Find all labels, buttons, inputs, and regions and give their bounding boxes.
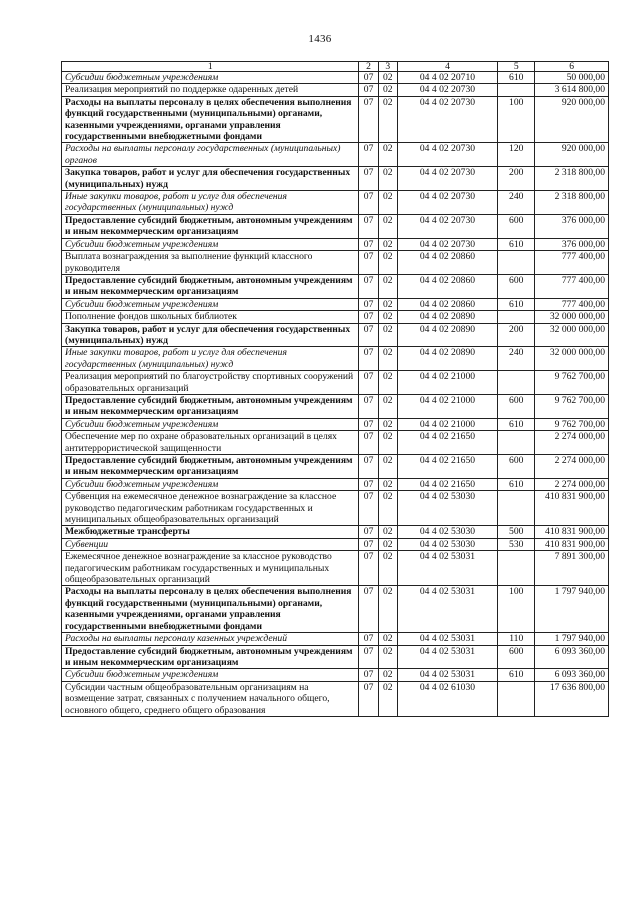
row-expense-type: 600 — [498, 214, 535, 238]
row-subsection: 02 — [378, 214, 397, 238]
table-row — [62, 143, 609, 167]
row-target-article: 04 4 02 20730 — [397, 167, 497, 191]
row-name: Субвенции — [62, 538, 359, 550]
row-subsection: 02 — [378, 669, 397, 681]
row-section: 07 — [359, 72, 378, 84]
row-expense-type: 530 — [498, 538, 535, 550]
row-amount: 32 000 000,00 — [535, 323, 609, 347]
row-section: 07 — [359, 669, 378, 681]
row-section: 07 — [359, 586, 378, 633]
row-expense-type: 240 — [498, 347, 535, 371]
row-target-article: 04 4 02 20710 — [397, 72, 497, 84]
row-target-article: 04 4 02 20860 — [397, 274, 497, 298]
row-section: 07 — [359, 191, 378, 215]
row-target-article: 04 4 02 53031 — [397, 645, 497, 669]
row-subsection: 02 — [378, 238, 397, 250]
row-subsection: 02 — [378, 645, 397, 669]
row-name: Расходы на выплаты персоналу в целях обеспечения выполнения функций государственными (муниципальными) органами, казенными учреждениями, органами управления государственными внебюджетными фондами — [62, 96, 359, 143]
row-name: Предоставление субсидий бюджетным, автономным учреждениям и иным некоммерческим организациям — [62, 214, 359, 238]
row-section: 07 — [359, 394, 378, 418]
row-subsection: 02 — [378, 84, 397, 96]
row-amount: 410 831 900,00 — [535, 538, 609, 550]
row-expense-type: 110 — [498, 633, 535, 645]
row-expense-type: 600 — [498, 274, 535, 298]
row-section: 07 — [359, 323, 378, 347]
row-target-article: 04 4 02 53030 — [397, 491, 497, 526]
row-expense-type: 200 — [498, 167, 535, 191]
table-row — [62, 586, 609, 633]
row-target-article: 04 4 02 21650 — [397, 431, 497, 455]
row-target-article: 04 4 02 20730 — [397, 238, 497, 250]
row-section: 07 — [359, 431, 378, 455]
row-amount: 777 400,00 — [535, 251, 609, 275]
row-name: Расходы на выплаты персоналу казенных учреждений — [62, 633, 359, 645]
row-amount: 6 093 360,00 — [535, 645, 609, 669]
row-target-article: 04 4 02 20730 — [397, 191, 497, 215]
row-name: Предоставление субсидий бюджетным, автономным учреждениям и иным некоммерческим организациям — [62, 455, 359, 479]
row-section: 07 — [359, 214, 378, 238]
row-name: Пополнение фондов школьных библиотек — [62, 311, 359, 323]
row-amount: 777 400,00 — [535, 274, 609, 298]
row-name: Расходы на выплаты персоналу в целях обеспечения выполнения функций государственными (муниципальными) органами, казенными учреждениями, органами управления государственными внебюджетными фондами — [62, 586, 359, 633]
row-target-article: 04 4 02 21650 — [397, 455, 497, 479]
row-target-article: 04 4 02 21650 — [397, 478, 497, 490]
row-expense-type: 200 — [498, 323, 535, 347]
row-section: 07 — [359, 84, 378, 96]
row-name: Субсидии бюджетным учреждениям — [62, 238, 359, 250]
row-section: 07 — [359, 238, 378, 250]
row-name: Закупка товаров, работ и услуг для обеспечения государственных (муниципальных) нужд — [62, 323, 359, 347]
row-subsection: 02 — [378, 394, 397, 418]
table-row — [62, 84, 609, 96]
row-target-article: 04 4 02 20860 — [397, 251, 497, 275]
row-target-article: 04 4 02 21000 — [397, 394, 497, 418]
table-row — [62, 669, 609, 681]
table-row — [62, 214, 609, 238]
table-body — [62, 72, 609, 717]
row-subsection: 02 — [378, 455, 397, 479]
row-section: 07 — [359, 455, 378, 479]
row-expense-type — [498, 371, 535, 395]
row-name: Предоставление субсидий бюджетным, автономным учреждениям и иным некоммерческим организациям — [62, 274, 359, 298]
header-col-6: 6 — [535, 62, 609, 72]
row-expense-type: 610 — [498, 669, 535, 681]
row-expense-type: 600 — [498, 394, 535, 418]
table-row — [62, 323, 609, 347]
row-name: Иные закупки товаров, работ и услуг для обеспечения государственных (муниципальных) нужд — [62, 347, 359, 371]
page-number: 1436 — [308, 33, 332, 45]
row-expense-type: 610 — [498, 298, 535, 310]
row-expense-type — [498, 311, 535, 323]
row-subsection: 02 — [378, 491, 397, 526]
row-amount: 50 000,00 — [535, 72, 609, 84]
row-subsection: 02 — [378, 418, 397, 430]
row-amount: 2 274 000,00 — [535, 431, 609, 455]
row-expense-type: 240 — [498, 191, 535, 215]
row-amount: 920 000,00 — [535, 143, 609, 167]
row-amount: 7 891 300,00 — [535, 551, 609, 586]
row-subsection: 02 — [378, 347, 397, 371]
row-subsection: 02 — [378, 681, 397, 716]
row-subsection: 02 — [378, 586, 397, 633]
row-target-article: 04 4 02 53031 — [397, 586, 497, 633]
header-col-4: 4 — [397, 62, 497, 72]
row-subsection: 02 — [378, 167, 397, 191]
row-name: Расходы на выплаты персоналу государственных (муниципальных) органов — [62, 143, 359, 167]
table-row — [62, 191, 609, 215]
row-section: 07 — [359, 551, 378, 586]
table-row — [62, 371, 609, 395]
row-subsection: 02 — [378, 323, 397, 347]
row-amount: 32 000 000,00 — [535, 311, 609, 323]
row-expense-type: 610 — [498, 418, 535, 430]
row-amount: 2 274 000,00 — [535, 455, 609, 479]
row-target-article: 04 4 02 53030 — [397, 526, 497, 538]
row-amount: 920 000,00 — [535, 96, 609, 143]
row-amount: 2 274 000,00 — [535, 478, 609, 490]
table-row — [62, 96, 609, 143]
row-expense-type: 500 — [498, 526, 535, 538]
row-expense-type — [498, 251, 535, 275]
row-subsection: 02 — [378, 72, 397, 84]
table-row — [62, 167, 609, 191]
row-name: Предоставление субсидий бюджетным, автономным учреждениям и иным некоммерческим организациям — [62, 394, 359, 418]
row-name: Обеспечение мер по охране образовательных организаций в целях антитеррористической защищенности — [62, 431, 359, 455]
table-row — [62, 347, 609, 371]
row-section: 07 — [359, 347, 378, 371]
row-target-article: 04 4 02 20890 — [397, 311, 497, 323]
row-amount: 410 831 900,00 — [535, 491, 609, 526]
row-expense-type: 610 — [498, 238, 535, 250]
row-name: Межбюджетные трансферты — [62, 526, 359, 538]
row-target-article: 04 4 02 53030 — [397, 538, 497, 550]
table-row — [62, 526, 609, 538]
row-target-article: 04 4 02 53031 — [397, 633, 497, 645]
table-row — [62, 633, 609, 645]
row-target-article: 04 4 02 53031 — [397, 551, 497, 586]
row-expense-type — [498, 551, 535, 586]
table-row — [62, 394, 609, 418]
row-target-article: 04 4 02 20860 — [397, 298, 497, 310]
row-name: Субсидии бюджетным учреждениям — [62, 418, 359, 430]
row-section: 07 — [359, 478, 378, 490]
row-section: 07 — [359, 371, 378, 395]
row-expense-type: 610 — [498, 72, 535, 84]
row-name: Предоставление субсидий бюджетным, автономным учреждениям и иным некоммерческим организациям — [62, 645, 359, 669]
table-row — [62, 238, 609, 250]
row-amount: 1 797 940,00 — [535, 633, 609, 645]
row-amount: 376 000,00 — [535, 214, 609, 238]
row-name: Ежемесячное денежное вознаграждение за классное руководство педагогическим работникам государственных и муниципальных общеобразовательных организаций — [62, 551, 359, 586]
row-name: Закупка товаров, работ и услуг для обеспечения государственных (муниципальных) нужд — [62, 167, 359, 191]
row-name: Выплата вознаграждения за выполнение функций классного руководителя — [62, 251, 359, 275]
row-name: Субсидии бюджетным учреждениям — [62, 298, 359, 310]
row-name: Иные закупки товаров, работ и услуг для обеспечения государственных (муниципальных) нужд — [62, 191, 359, 215]
row-subsection: 02 — [378, 371, 397, 395]
table-row — [62, 298, 609, 310]
row-expense-type: 600 — [498, 645, 535, 669]
row-amount: 777 400,00 — [535, 298, 609, 310]
row-amount: 2 318 800,00 — [535, 191, 609, 215]
table-row — [62, 645, 609, 669]
row-amount: 9 762 700,00 — [535, 371, 609, 395]
row-section: 07 — [359, 491, 378, 526]
row-expense-type: 100 — [498, 96, 535, 143]
row-expense-type — [498, 491, 535, 526]
row-amount: 9 762 700,00 — [535, 418, 609, 430]
table-row — [62, 478, 609, 490]
row-amount: 9 762 700,00 — [535, 394, 609, 418]
row-section: 07 — [359, 538, 378, 550]
row-name: Субсидии бюджетным учреждениям — [62, 669, 359, 681]
row-subsection: 02 — [378, 191, 397, 215]
row-expense-type — [498, 84, 535, 96]
row-amount: 376 000,00 — [535, 238, 609, 250]
row-section: 07 — [359, 645, 378, 669]
row-amount: 1 797 940,00 — [535, 586, 609, 633]
row-section: 07 — [359, 311, 378, 323]
row-target-article: 04 4 02 61030 — [397, 681, 497, 716]
row-target-article: 04 4 02 21000 — [397, 371, 497, 395]
table-row — [62, 251, 609, 275]
table-row — [62, 418, 609, 430]
row-section: 07 — [359, 526, 378, 538]
row-subsection: 02 — [378, 96, 397, 143]
table-row — [62, 455, 609, 479]
row-target-article: 04 4 02 20730 — [397, 143, 497, 167]
table-row — [62, 491, 609, 526]
row-subsection: 02 — [378, 143, 397, 167]
row-subsection: 02 — [378, 538, 397, 550]
row-amount: 3 614 800,00 — [535, 84, 609, 96]
row-target-article: 04 4 02 20890 — [397, 323, 497, 347]
table-row — [62, 538, 609, 550]
row-section: 07 — [359, 167, 378, 191]
row-amount: 2 318 800,00 — [535, 167, 609, 191]
row-amount: 17 636 800,00 — [535, 681, 609, 716]
row-subsection: 02 — [378, 298, 397, 310]
row-expense-type — [498, 681, 535, 716]
row-expense-type — [498, 431, 535, 455]
table-row — [62, 681, 609, 716]
row-name: Субсидии бюджетным учреждениям — [62, 72, 359, 84]
row-section: 07 — [359, 633, 378, 645]
row-subsection: 02 — [378, 478, 397, 490]
row-target-article: 04 4 02 20730 — [397, 96, 497, 143]
row-expense-type: 120 — [498, 143, 535, 167]
budget-table — [61, 61, 609, 717]
row-name: Реализация мероприятий по благоустройству спортивных сооружений образовательных организаций — [62, 371, 359, 395]
row-subsection: 02 — [378, 551, 397, 586]
row-subsection: 02 — [378, 311, 397, 323]
row-expense-type: 610 — [498, 478, 535, 490]
row-section: 07 — [359, 251, 378, 275]
header-row — [62, 62, 609, 72]
row-name: Субсидии частным общеобразовательным организациям на возмещение затрат, связанных с получением начального общего, основного общего, среднего общего образования — [62, 681, 359, 716]
row-subsection: 02 — [378, 274, 397, 298]
row-amount: 410 831 900,00 — [535, 526, 609, 538]
table-row — [62, 551, 609, 586]
row-section: 07 — [359, 418, 378, 430]
row-subsection: 02 — [378, 251, 397, 275]
header-col-3: 3 — [378, 62, 397, 72]
row-section: 07 — [359, 681, 378, 716]
row-target-article: 04 4 02 20730 — [397, 214, 497, 238]
row-target-article: 04 4 02 53031 — [397, 669, 497, 681]
row-subsection: 02 — [378, 633, 397, 645]
row-amount: 32 000 000,00 — [535, 347, 609, 371]
row-expense-type: 600 — [498, 455, 535, 479]
row-section: 07 — [359, 298, 378, 310]
table-row — [62, 431, 609, 455]
row-section: 07 — [359, 274, 378, 298]
row-subsection: 02 — [378, 431, 397, 455]
row-target-article: 04 4 02 20890 — [397, 347, 497, 371]
row-expense-type: 100 — [498, 586, 535, 633]
header-col-2: 2 — [359, 62, 378, 72]
row-subsection: 02 — [378, 526, 397, 538]
header-col-1: 1 — [62, 62, 359, 72]
row-section: 07 — [359, 96, 378, 143]
row-name: Субсидии бюджетным учреждениям — [62, 478, 359, 490]
row-name: Субвенция на ежемесячное денежное вознаграждение за классное руководство педагогическим работникам государственных и муниципальных общеобразовательных организаций — [62, 491, 359, 526]
row-target-article: 04 4 02 21000 — [397, 418, 497, 430]
row-amount: 6 093 360,00 — [535, 669, 609, 681]
table-row — [62, 274, 609, 298]
table-row — [62, 311, 609, 323]
row-name: Реализация мероприятий по поддержке одаренных детей — [62, 84, 359, 96]
row-section: 07 — [359, 143, 378, 167]
header-col-5: 5 — [498, 62, 535, 72]
table-row — [62, 72, 609, 84]
row-target-article: 04 4 02 20730 — [397, 84, 497, 96]
